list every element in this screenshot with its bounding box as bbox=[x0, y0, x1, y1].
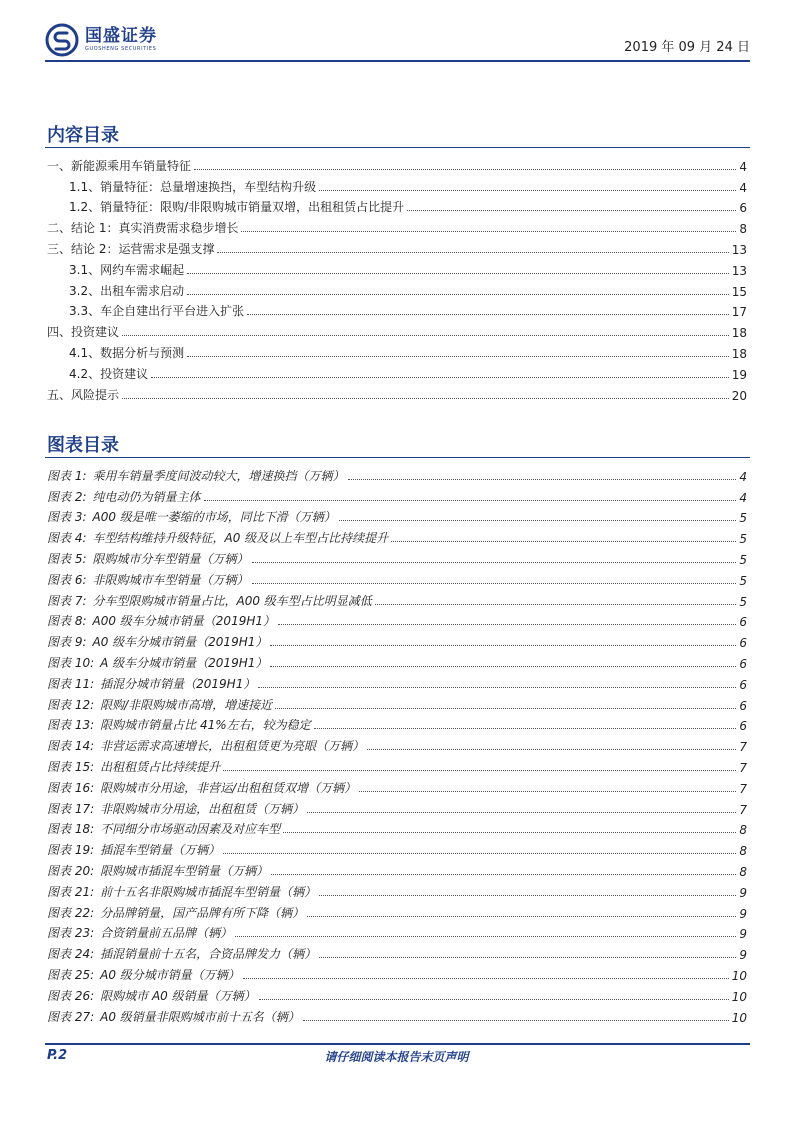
figure-entry-page: 8 bbox=[739, 823, 747, 838]
leader-dots bbox=[367, 749, 736, 750]
leader-dots bbox=[314, 728, 737, 729]
figure-entry-label: A0 级分城市销量（万辆） bbox=[100, 967, 240, 982]
figure-entry[interactable] bbox=[47, 629, 747, 650]
figure-entry[interactable] bbox=[47, 546, 747, 567]
figure-entry-number: 图表 18: bbox=[47, 822, 95, 837]
toc-entry-page: 4 bbox=[739, 180, 747, 195]
figure-entry-page: 4 bbox=[739, 490, 747, 505]
toc-entry[interactable] bbox=[47, 153, 747, 174]
figures-title-rule bbox=[45, 457, 750, 458]
leader-dots bbox=[259, 999, 729, 1000]
figure-entry[interactable] bbox=[47, 525, 747, 546]
toc-entry-page: 4 bbox=[739, 159, 747, 174]
figure-entry-label: 插混分城市销量（2019H1） bbox=[100, 676, 256, 691]
figure-entry-label: 纯电动仍为销量主体 bbox=[92, 489, 201, 504]
figure-entry-number: 图表 2: bbox=[47, 489, 87, 504]
figure-entry[interactable] bbox=[47, 505, 747, 526]
figure-entry-number: 图表 23: bbox=[47, 926, 95, 941]
toc-entry[interactable] bbox=[47, 195, 747, 216]
figure-entry-page: 6 bbox=[739, 656, 747, 671]
figure-entry-label: 限购城市 A0 级销量（万辆） bbox=[100, 988, 256, 1003]
figure-entry-label: 非限购城市车型销量（万辆） bbox=[92, 572, 249, 587]
figure-entry-label: 限购城市销量占比 41%左右，较为稳定 bbox=[100, 718, 311, 733]
figure-entry-number: 图表 17: bbox=[47, 801, 95, 816]
figure-entry-label: 出租租赁占比持续提升 bbox=[100, 759, 221, 774]
leader-dots bbox=[270, 666, 736, 667]
leader-dots bbox=[319, 895, 736, 896]
toc-entry-page: 8 bbox=[739, 222, 747, 237]
leader-dots bbox=[271, 874, 736, 875]
figure-entry-label: 车型结构维持升级特征，A0 级及以上车型占比持续提升 bbox=[92, 531, 389, 546]
figures-title: 图表目录 bbox=[47, 435, 119, 456]
figure-entry-page: 4 bbox=[739, 469, 747, 484]
figure-entry-page: 6 bbox=[739, 615, 747, 630]
leader-dots bbox=[223, 770, 736, 771]
figure-entry-page: 5 bbox=[739, 532, 747, 547]
toc-entry-page: 6 bbox=[739, 201, 747, 216]
leader-dots bbox=[187, 273, 729, 274]
toc-entry-label: 1.2、销量特征：限购/非限购城市销量双增，出租租赁占比提升 bbox=[69, 200, 405, 215]
leader-dots bbox=[252, 583, 737, 584]
toc-entry-label: 4.1、数据分析与预测 bbox=[69, 345, 185, 360]
leader-dots bbox=[407, 210, 736, 211]
figure-entry[interactable] bbox=[47, 921, 747, 942]
leader-dots bbox=[252, 562, 737, 563]
leader-dots bbox=[122, 398, 729, 399]
toc-entry-page: 20 bbox=[731, 388, 747, 403]
figure-entry-label: 限购/非限购城市高增，增速接近 bbox=[100, 697, 273, 712]
figure-entry-label: 乘用车销量季度间波动较大，增速换挡（万辆） bbox=[92, 468, 345, 483]
toc-title: 内容目录 bbox=[47, 125, 119, 146]
leader-dots bbox=[283, 832, 736, 833]
figure-entry-number: 图表 13: bbox=[47, 718, 95, 733]
toc-entry-page: 17 bbox=[731, 305, 747, 320]
toc-entry-label: 3.3、车企自建出行平台进入扩张 bbox=[69, 304, 245, 319]
leader-dots bbox=[223, 853, 736, 854]
figure-entry-page: 9 bbox=[739, 885, 747, 900]
figure-entry-label: 限购城市分车型销量（万辆） bbox=[92, 551, 249, 566]
figure-entry-number: 图表 5: bbox=[47, 551, 87, 566]
header-divider bbox=[45, 60, 750, 62]
figure-entry-page: 7 bbox=[739, 740, 747, 755]
footer-divider bbox=[45, 1043, 750, 1045]
figure-entry-number: 图表 6: bbox=[47, 572, 87, 587]
toc-entry-label: 3.1、网约车需求崛起 bbox=[69, 262, 185, 277]
figure-entry-page: 6 bbox=[739, 636, 747, 651]
figure-entry-number: 图表 22: bbox=[47, 905, 95, 920]
figure-entry-page: 7 bbox=[739, 760, 747, 775]
figure-entry[interactable] bbox=[47, 775, 747, 796]
figure-entry-label: A0 级销量非限购城市前十五名（辆） bbox=[100, 1009, 300, 1024]
figure-entry[interactable] bbox=[47, 817, 747, 838]
toc-entry[interactable] bbox=[47, 340, 747, 361]
toc-entry[interactable] bbox=[47, 319, 747, 340]
leader-dots bbox=[307, 812, 736, 813]
brand-name-en: GUOSHENG SECURITIES bbox=[85, 46, 157, 52]
figure-entry-page: 5 bbox=[739, 552, 747, 567]
figure-entry[interactable] bbox=[47, 837, 747, 858]
figure-entry-page: 8 bbox=[739, 844, 747, 859]
figure-entry-number: 图表 14: bbox=[47, 739, 95, 754]
leader-dots bbox=[243, 978, 729, 979]
figure-entry-number: 图表 21: bbox=[47, 884, 95, 899]
figure-entry[interactable] bbox=[47, 754, 747, 775]
toc-entry-page: 18 bbox=[731, 326, 747, 341]
report-date: 2019 年 09 月 24 日 bbox=[624, 40, 750, 55]
toc-entry-page: 13 bbox=[731, 263, 747, 278]
leader-dots bbox=[375, 604, 737, 605]
figure-entry-label: 不同细分市场驱动因素及对应车型 bbox=[100, 822, 281, 837]
leader-dots bbox=[319, 957, 736, 958]
figure-entry[interactable] bbox=[47, 567, 747, 588]
figure-entry-page: 9 bbox=[739, 906, 747, 921]
figure-entry-page: 6 bbox=[739, 677, 747, 692]
figure-entry-page: 5 bbox=[739, 594, 747, 609]
toc-entry[interactable] bbox=[47, 361, 747, 382]
figure-entry-number: 图表 24: bbox=[47, 947, 95, 962]
figure-entry-label: A00 级是唯一萎缩的市场，同比下滑（万辆） bbox=[92, 510, 336, 525]
figure-entry-number: 图表 9: bbox=[47, 635, 87, 650]
figure-entry-label: 合资销量前五品牌（辆） bbox=[100, 926, 233, 941]
figure-entry-label: 前十五名非限购城市插混车型销量（辆） bbox=[100, 884, 317, 899]
figure-entry-page: 6 bbox=[739, 698, 747, 713]
toc-entry[interactable] bbox=[47, 257, 747, 278]
page-header bbox=[45, 22, 750, 58]
figure-entry[interactable] bbox=[47, 900, 747, 921]
leader-dots bbox=[187, 356, 729, 357]
toc-entry-page: 19 bbox=[731, 367, 747, 382]
figure-entry-label: 非营运需求高速增长，出租租赁更为亮眼（万辆） bbox=[100, 739, 365, 754]
figure-entry[interactable] bbox=[47, 650, 747, 671]
brand-logo bbox=[45, 22, 157, 58]
leader-dots bbox=[247, 314, 729, 315]
figure-entry[interactable] bbox=[47, 463, 747, 484]
leader-dots bbox=[194, 169, 736, 170]
leader-dots bbox=[303, 1020, 729, 1021]
leader-dots bbox=[270, 645, 736, 646]
toc-entry-label: 三、结论 2：运营需求是强支撑 bbox=[47, 241, 215, 256]
toc-entry-label: 一、新能源乘用车销量特征 bbox=[47, 158, 192, 173]
leader-dots bbox=[339, 520, 737, 521]
figure-entry-number: 图表 10: bbox=[47, 655, 95, 670]
leader-dots bbox=[187, 294, 729, 295]
leader-dots bbox=[235, 936, 736, 937]
figure-entry[interactable] bbox=[47, 1004, 747, 1025]
figure-entry-page: 9 bbox=[739, 927, 747, 942]
page-number: P.2 bbox=[47, 1048, 68, 1063]
figure-entry-label: 插混车型销量（万辆） bbox=[100, 843, 221, 858]
figure-entry-page: 7 bbox=[739, 802, 747, 817]
leader-dots bbox=[391, 541, 736, 542]
figure-entry-number: 图表 12: bbox=[47, 697, 95, 712]
figure-entry-label: A 级车分城市销量（2019H1） bbox=[100, 655, 268, 670]
figure-entry[interactable] bbox=[47, 713, 747, 734]
toc-entry-label: 四、投资建议 bbox=[47, 325, 120, 340]
leader-dots bbox=[258, 687, 736, 688]
figure-entry-label: 非限购城市分用途，出租租赁（万辆） bbox=[100, 801, 305, 816]
figure-entry-page: 5 bbox=[739, 573, 747, 588]
leader-dots bbox=[122, 335, 729, 336]
figure-entry[interactable] bbox=[47, 858, 747, 879]
leader-dots bbox=[241, 231, 736, 232]
figure-entry-label: A0 级车分城市销量（2019H1） bbox=[92, 635, 268, 650]
toc-entry-label: 3.2、出租车需求启动 bbox=[69, 283, 185, 298]
figure-entry-page: 9 bbox=[739, 948, 747, 963]
leader-dots bbox=[307, 916, 736, 917]
figure-entry-number: 图表 20: bbox=[47, 863, 95, 878]
figure-entry[interactable] bbox=[47, 733, 747, 754]
figure-entry-label: 限购城市插混车型销量（万辆） bbox=[100, 863, 269, 878]
toc-entry-label: 4.2、投资建议 bbox=[69, 366, 149, 381]
figure-entry-number: 图表 8: bbox=[47, 614, 87, 629]
figure-entry-page: 10 bbox=[731, 968, 747, 983]
figure-entry-label: 分车型限购城市销量占比，A00 级车型占比明显减低 bbox=[92, 593, 372, 608]
figure-entry[interactable] bbox=[47, 941, 747, 962]
figure-entry-label: 分品牌销量，国产品牌有所下降（辆） bbox=[100, 905, 305, 920]
leader-dots bbox=[319, 190, 736, 191]
figure-entry[interactable] bbox=[47, 962, 747, 983]
leader-dots bbox=[278, 624, 736, 625]
figure-entry-page: 10 bbox=[731, 989, 747, 1004]
leader-dots bbox=[204, 500, 737, 501]
figure-entry-number: 图表 7: bbox=[47, 593, 87, 608]
figure-entry-number: 图表 27: bbox=[47, 1009, 95, 1024]
toc-title-rule bbox=[45, 147, 750, 148]
figure-entry-page: 8 bbox=[739, 864, 747, 879]
figure-entry-number: 图表 4: bbox=[47, 531, 87, 546]
figure-entry-page: 10 bbox=[731, 1010, 747, 1025]
toc-entry-page: 15 bbox=[731, 284, 747, 299]
figure-entry-number: 图表 1: bbox=[47, 468, 87, 483]
leader-dots bbox=[348, 479, 737, 480]
figure-entry-page: 7 bbox=[739, 781, 747, 796]
figure-entry-number: 图表 25: bbox=[47, 967, 95, 982]
figure-entry[interactable] bbox=[47, 609, 747, 630]
toc-list bbox=[47, 153, 747, 403]
toc-entry[interactable] bbox=[47, 382, 747, 403]
toc-entry[interactable] bbox=[47, 299, 747, 320]
leader-dots bbox=[217, 252, 728, 253]
leader-dots bbox=[275, 708, 736, 709]
figure-entry-label: A00 级车分城市销量（2019H1） bbox=[92, 614, 275, 629]
leader-dots bbox=[359, 791, 736, 792]
figure-entry-label: 插混销量前十五名，合资品牌发力（辆） bbox=[100, 947, 317, 962]
figure-entry-number: 图表 11: bbox=[47, 676, 95, 691]
figure-entry-number: 图表 15: bbox=[47, 759, 95, 774]
toc-entry[interactable] bbox=[47, 174, 747, 195]
figure-entry-label: 限购城市分用途，非营运/出租租赁双增（万辆） bbox=[100, 780, 357, 795]
leader-dots bbox=[151, 377, 729, 378]
toc-entry[interactable] bbox=[47, 278, 747, 299]
figure-entry-page: 6 bbox=[739, 719, 747, 734]
toc-entry-label: 五、风险提示 bbox=[47, 387, 120, 402]
figure-entry[interactable] bbox=[47, 484, 747, 505]
figure-entry[interactable] bbox=[47, 692, 747, 713]
figure-entry[interactable] bbox=[47, 879, 747, 900]
brand-name: 国盛证券 bbox=[85, 26, 157, 46]
toc-entry-label: 二、结论 1：真实消费需求稳步增长 bbox=[47, 221, 239, 236]
figure-entry[interactable] bbox=[47, 796, 747, 817]
toc-entry-page: 18 bbox=[731, 346, 747, 361]
figure-entry-number: 图表 3: bbox=[47, 510, 87, 525]
disclaimer-note: 请仔细阅读本报告末页声明 bbox=[324, 1050, 469, 1064]
figures-list bbox=[47, 463, 747, 1025]
figure-entry-page: 5 bbox=[739, 511, 747, 526]
toc-entry-label: 1.1、销量特征：总量增速换挡，车型结构升级 bbox=[69, 179, 317, 194]
toc-entry[interactable] bbox=[47, 236, 747, 257]
figure-entry-number: 图表 16: bbox=[47, 780, 95, 795]
brand-logo-icon bbox=[45, 23, 79, 57]
toc-entry-page: 13 bbox=[731, 242, 747, 257]
toc-entry[interactable] bbox=[47, 215, 747, 236]
figure-entry-number: 图表 26: bbox=[47, 988, 95, 1003]
figure-entry[interactable] bbox=[47, 671, 747, 692]
figure-entry-number: 图表 19: bbox=[47, 843, 95, 858]
figure-entry[interactable] bbox=[47, 588, 747, 609]
figure-entry[interactable] bbox=[47, 983, 747, 1004]
